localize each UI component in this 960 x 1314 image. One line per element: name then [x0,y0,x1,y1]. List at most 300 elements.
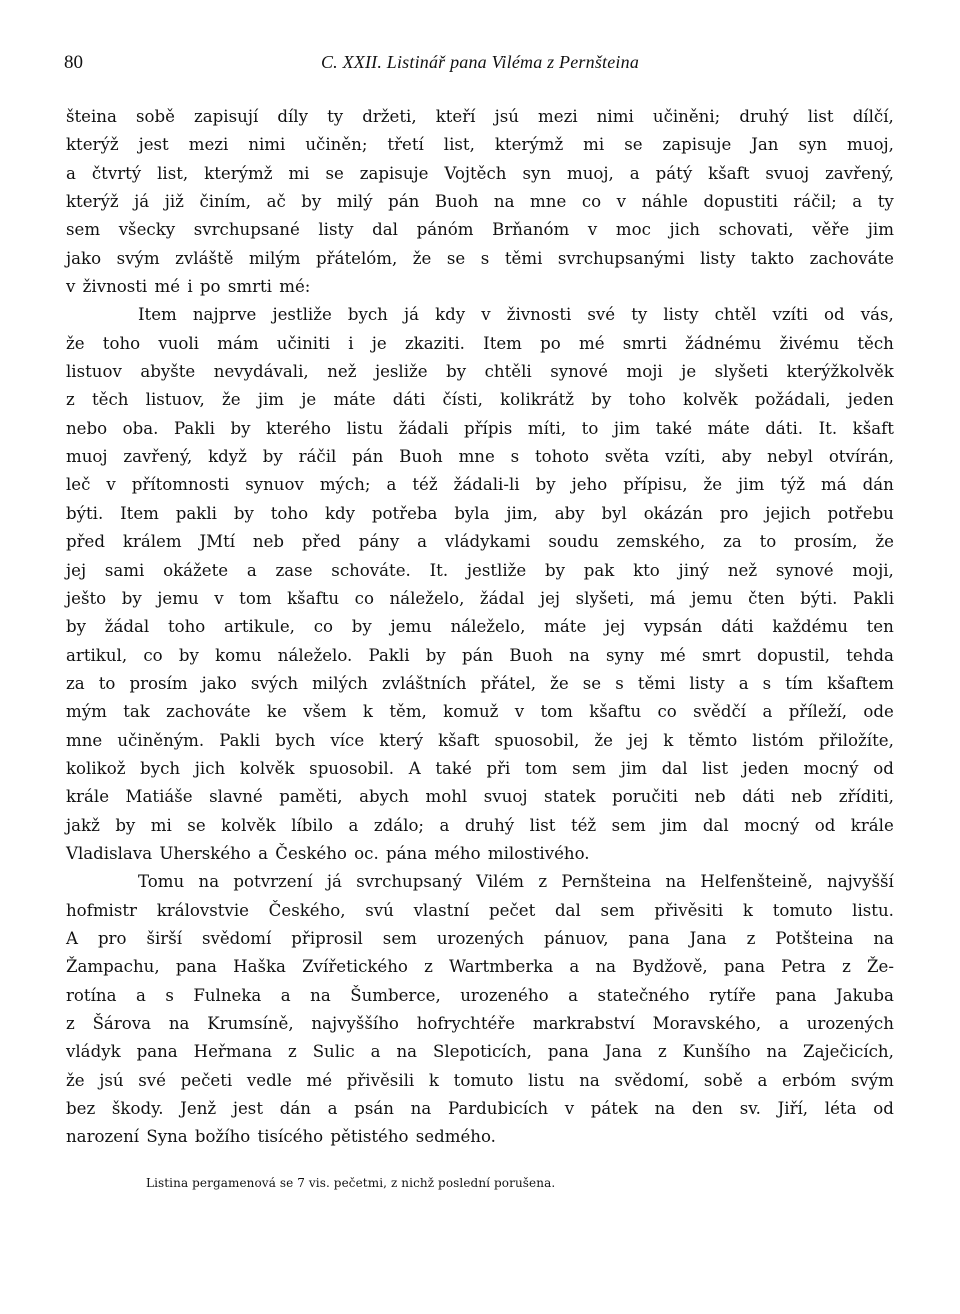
word: potřebu [827,503,894,523]
word: listu. [852,900,894,920]
word: by [115,815,136,835]
word: býti. [66,503,104,523]
word: listu [346,418,384,438]
word: co [313,617,333,637]
word: na [410,1099,432,1119]
word: ode [863,702,894,722]
word: a [762,702,773,722]
footnote: Listina pergamenová se 7 vis. pečetmi, z nichž poslední porušena. [146,1176,556,1190]
page-header [64,52,896,82]
word: statek [543,787,596,807]
word: Pakli [219,730,261,750]
word: listóm [752,730,804,750]
word: a [568,985,578,1005]
word: učiněn; [305,135,368,155]
text-line [66,301,894,329]
word: líbilo [291,815,334,835]
word: svrchupsané [193,220,300,240]
word: jest [232,1099,263,1119]
text-line [66,386,894,414]
word: tak [123,702,150,722]
word: artikul, [66,645,128,665]
text-line [66,471,894,499]
word: kolvěk [239,758,295,778]
word: to [98,673,116,693]
word: příleží, [788,702,848,722]
word: a [135,985,146,1005]
word: potvrzení [233,872,313,892]
word: z [66,1014,75,1033]
word: list [529,815,556,835]
word: byla [454,503,490,523]
word: neb [791,787,823,807]
word: čten [748,588,785,608]
word: Žampachu, [66,957,160,977]
word: již [164,192,184,212]
word: zapisuje [662,135,732,155]
word: aby [554,503,585,523]
word: jestliže [466,560,527,580]
word: toho [167,617,206,637]
word: Vojtěch [444,163,507,183]
word: krále [66,787,110,807]
word: kšaftem [827,673,894,693]
word: prosím, [794,532,858,552]
word: bych [347,305,388,325]
word: mé [306,1070,333,1090]
word: kolikrátž [500,390,575,410]
word: dán [862,475,894,495]
word: jemu [691,588,733,608]
word: dílčí, [852,107,894,126]
word: já [134,192,150,212]
word: náleželo. [277,645,353,665]
text-line: v živnosti mé i po smrti mé: [66,277,311,297]
word: kterýmž [204,163,273,183]
body-text [66,103,894,1152]
word: urozených [436,928,525,948]
word: na [654,1099,676,1119]
word: a [738,673,749,693]
word: pán [461,645,494,665]
word: sem [382,928,417,948]
word: abych [359,787,409,807]
word: jesliže [374,362,428,382]
word: svuoj [483,787,528,807]
word: slyšeti, [575,588,635,608]
word: kolvěk [221,815,276,835]
text-line [66,160,894,188]
word: jej [628,730,649,750]
word: kdy [435,305,466,325]
word: aby [721,447,752,467]
word: těmto [688,730,738,750]
word: z [424,957,433,977]
word: Brňanóm [492,220,570,240]
word: muoj [66,447,108,467]
word: učiněným. [117,730,205,750]
word: to [759,532,777,552]
word: soudu [548,532,599,552]
word: jim [738,475,765,495]
word: Haška [233,957,286,977]
word: bych [140,758,181,778]
word: by [121,588,142,608]
word: Bydžově, [632,957,708,977]
word: sv. [739,1099,761,1119]
word: psán [354,1099,394,1119]
word: k [663,730,674,750]
word: s [762,673,772,693]
word: vuoli [158,333,199,353]
word: než [727,560,758,580]
text-line [66,897,894,925]
word: že [412,248,432,268]
word: pana [775,985,817,1005]
word: zapisují [194,107,259,126]
word: hofrychtéře [416,1014,516,1033]
word: svým [850,1070,894,1090]
word: od [873,758,894,778]
text-line [66,245,894,273]
word: ten [866,617,894,637]
word: by [233,503,254,523]
word: Šárova [92,1014,152,1033]
word: moc [615,220,651,240]
word: se [582,673,602,693]
word: druhý [739,107,789,126]
word: zkaziti. [404,333,465,353]
word: před [66,532,105,552]
word: jej [605,617,626,637]
word: komuž [443,702,499,722]
text-line [66,131,894,159]
word: náleželo, [450,617,526,637]
word: synové [550,362,608,382]
word: a [66,163,76,183]
word: pán [352,447,384,467]
word: přítomnosti [131,475,230,495]
word: zase [275,560,313,580]
word: živému [779,333,840,353]
word: slyšeti [714,362,769,382]
word: po [540,333,561,353]
word: co [143,645,163,665]
word: s [480,248,490,268]
word: dal [555,900,581,920]
word: Helfenšteině, [700,872,813,892]
word: muoj, [566,163,614,183]
word: každému [772,617,848,637]
word: pátý [655,163,693,183]
word: sobě [703,1070,743,1090]
word: takto [750,248,795,268]
word: tím [785,673,813,693]
word: milý [336,192,373,212]
text-line [66,557,894,585]
word: mám [217,333,259,353]
word: živnosti [506,305,572,325]
text-line [66,812,894,840]
word: jemu [157,588,199,608]
word: přátelóm, [316,248,398,268]
word: Zvířetického [302,957,408,977]
word: dopustiti [703,192,778,212]
word: Moravského, [652,1014,762,1033]
word: dáti [392,390,426,410]
word: Že- [867,957,894,977]
word: Jakuba [836,985,894,1005]
word: v [106,475,116,495]
word: na [310,985,331,1005]
word: zavřený, [825,163,894,183]
word: věře [812,220,850,240]
word: mezi [538,107,578,126]
word: a [778,1014,789,1033]
word: náleželo, [389,588,465,608]
word: zvláště [175,248,234,268]
word: učiniti [276,333,331,353]
word: na [873,928,894,948]
word: ty [327,107,344,126]
word: jim [661,815,688,835]
word: zachováte [809,248,894,268]
text-line [66,953,894,981]
word: který [379,730,424,750]
word: pak [583,560,615,580]
word: sem [600,900,635,920]
word: za [723,532,742,552]
word: má [650,588,676,608]
word: artikule, [224,617,295,637]
word: sem [611,815,646,835]
word: Petra [781,957,826,977]
word: všem [303,702,347,722]
word: připrosil [291,928,363,948]
word: Matiáše [125,787,193,807]
word: nebyl [767,447,813,467]
word: žádali [398,418,449,438]
word: pánóm [416,220,474,240]
word: moji [626,362,663,382]
word: s [510,447,520,467]
word: den [691,1099,723,1119]
word: muoj, [847,135,894,155]
word: že [594,730,613,750]
word: při [486,758,511,778]
word: dáti [742,787,775,807]
word: Pardubicích [447,1099,549,1119]
word: schováte. [331,560,411,580]
word: a [629,163,640,183]
text-line [66,188,894,216]
word: jich [669,220,700,240]
word: své [138,1070,166,1090]
word: v [514,702,525,722]
word: učiněni; [652,107,721,126]
word: kdy [324,503,355,523]
word: pán [388,192,420,212]
word: v [481,305,491,325]
word: nimi [596,107,634,126]
word: vypsán [643,617,703,637]
word: kto [633,560,660,580]
word: než [327,362,357,382]
word: jej [66,560,87,580]
word: jako [201,673,237,693]
word: se [187,815,206,835]
word: a [386,475,397,495]
word: jakž [66,815,100,835]
word: na [493,192,515,212]
word: žádal [104,617,150,637]
word: kolvěk [683,390,738,410]
word: světa [604,447,650,467]
word: jemu [390,617,432,637]
word: pana [136,1042,178,1062]
word: těm, [389,702,427,722]
word: těmi [504,248,543,268]
word: jim [867,220,894,240]
word: před [301,532,341,552]
word: širší [146,928,183,948]
word: slavné [209,787,263,807]
word: by [591,390,612,410]
word: spuosobil. [309,758,395,778]
word: by [535,475,556,495]
word: na [569,645,590,665]
word: vládyk [66,1042,121,1062]
word: Buoh [434,192,479,212]
page-number: 80 [64,52,83,73]
word: pana [628,928,670,948]
word: jiný [678,560,710,580]
word: okážete [163,560,229,580]
text-line [66,358,894,386]
word: Pakli [853,588,894,608]
word: Buoh [399,447,443,467]
word: že [703,475,723,495]
word: má [820,475,847,495]
word: kterýžkolvěk [786,362,894,382]
word: královstvie [156,900,249,920]
word: Slepoticích, [432,1042,532,1062]
word: urozených [806,1014,894,1033]
word: mi [150,815,172,835]
word: těch [857,333,894,353]
word: Heřmana [193,1042,273,1062]
word: jim [613,418,641,438]
word: schovati, [718,220,794,240]
word: urozeného [460,985,549,1005]
word: na [168,1014,190,1033]
word: třetí [387,135,424,155]
word: jako [66,248,102,268]
word: Krumsíně, [207,1014,294,1033]
word: od [873,1099,894,1119]
text-line [66,443,894,471]
word: pečeti [180,1070,233,1090]
word: Jana [604,1042,643,1062]
word: pečet [489,900,536,920]
word: dopustil, [757,645,831,665]
word: mé [660,645,686,665]
word: sami [104,560,145,580]
word: synuov [245,475,304,495]
word: je [371,333,387,353]
word: syn [522,163,552,183]
word: neb [252,532,285,552]
word: nevydávali, [213,362,309,382]
word: mocný [744,815,800,835]
word: mohl [425,787,468,807]
word: na [396,1042,418,1062]
word: také [655,418,693,438]
text-line [66,1038,894,1066]
word: svú [365,900,394,920]
word: tom [540,702,573,722]
word: by [301,192,322,212]
word: kšaft [708,163,750,183]
word: také [435,758,472,778]
text-line [66,670,894,698]
word: přivěsili [346,1070,415,1090]
text-line [66,415,894,443]
word: nebo [66,418,108,438]
word: pana [547,1042,589,1062]
word: Tomu [138,872,185,892]
word: Pernšteina [561,872,652,892]
word: otvírán, [828,447,894,467]
word: krále [850,815,894,835]
word: listuov, [145,390,205,410]
word: přípisu, [623,475,688,495]
word: žádal [479,588,525,608]
word: tomuto [453,1070,514,1090]
text-line [66,727,894,755]
word: jeden [847,390,894,410]
word: nimi [248,135,286,155]
word: a [327,1099,338,1119]
text-line [66,613,894,641]
word: týž [780,475,805,495]
word: a [852,192,863,212]
word: jeho [571,475,608,495]
word: se [325,163,344,183]
word: syn [798,135,828,155]
word: sem [572,758,607,778]
word: mne [530,192,567,212]
word: žádali-li [453,475,520,495]
word: na [766,1042,788,1062]
word: svuoj [765,163,810,183]
word: a [370,1042,381,1062]
word: rytíře [708,985,756,1005]
word: milým [249,248,301,268]
word: zdálo; [373,815,425,835]
word: list, [443,135,475,155]
word: mne [458,447,495,467]
word: mocný [803,758,859,778]
text-line [66,642,894,670]
word: neb [694,787,726,807]
word: se [446,248,466,268]
text-line [66,1010,894,1038]
word: ač [266,192,286,212]
word: okázán [643,503,703,523]
word: hofmistr [66,900,137,920]
word: Fulneka [193,985,262,1005]
